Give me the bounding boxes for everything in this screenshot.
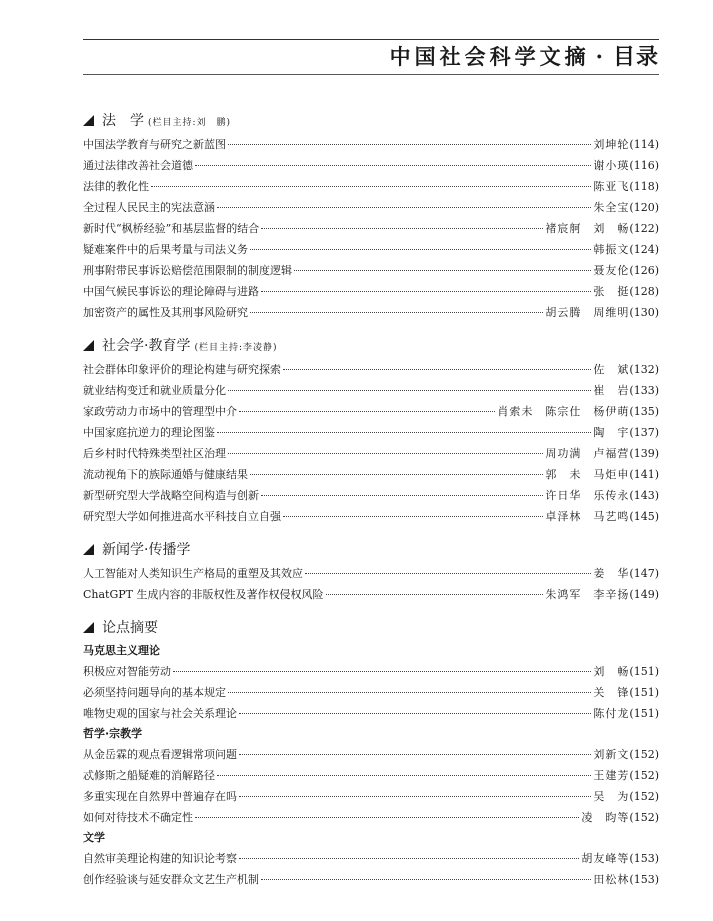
- toc-entry[interactable]: [83, 260, 659, 281]
- entry-author: 刘 畅: [593, 665, 630, 678]
- toc-section: [83, 323, 659, 527]
- entry-title: 全过程人民民主的宪法意涵: [83, 201, 215, 214]
- entry-author: 田松林: [593, 873, 630, 886]
- entry-title: 新型研究型大学战略空间构造与创新: [83, 489, 259, 502]
- entry-title: 创作经验谈与延安群众文艺生产机制: [83, 873, 259, 886]
- dot-leader: [305, 573, 591, 574]
- entry-author: 肖索未 陈宗仕 杨伊萌: [497, 405, 630, 418]
- dot-leader: [326, 594, 544, 595]
- dot-leader: [195, 817, 579, 818]
- entry-title: 唯物史观的国家与社会关系理论: [83, 707, 237, 720]
- entry-title: 加密资产的属性及其刑事风险研究: [83, 306, 248, 319]
- dot-leader: [250, 474, 543, 475]
- entry-title: 后乡村时代特殊类型社区治理: [83, 447, 226, 460]
- triangle-icon: [83, 115, 94, 126]
- toc-entry[interactable]: [83, 869, 659, 890]
- entry-title: 必须坚持问题导向的基本规定: [83, 686, 226, 699]
- dot-leader: [283, 369, 591, 370]
- entry-author: 王建芳: [593, 769, 630, 782]
- dot-leader: [151, 186, 591, 187]
- dot-leader: [261, 879, 591, 880]
- entry-author: 胡云腾 周维明: [545, 306, 630, 319]
- toc-entry[interactable]: [83, 506, 659, 527]
- entry-page: (145): [629, 510, 659, 523]
- toc-entry[interactable]: [83, 563, 659, 584]
- entry-page: (147): [629, 567, 659, 580]
- entry-page: (122): [629, 222, 659, 235]
- discipline-subheading: 文学: [83, 831, 105, 844]
- entry-title: 新时代“枫桥经验”和基层监督的结合: [83, 222, 260, 235]
- section-spacer: [83, 527, 659, 537]
- toc-entry[interactable]: [83, 155, 659, 176]
- dot-leader: [261, 228, 543, 229]
- entry-page: (152): [629, 748, 659, 761]
- dot-leader: [239, 754, 591, 755]
- entry-title: 疑难案件中的后果考量与司法义务: [83, 243, 248, 256]
- toc-entry[interactable]: [83, 422, 659, 443]
- entry-page: (132): [629, 363, 659, 376]
- section-editor-note: (栏目主持:李凌静): [194, 343, 278, 353]
- section-spacer: [83, 605, 659, 615]
- entry-title: ChatGPT 生成内容的非版权性及著作权侵权风险: [83, 588, 324, 601]
- dot-leader: [239, 858, 579, 859]
- entry-author: 聂友伦: [593, 264, 630, 277]
- header-rule: [83, 74, 659, 75]
- dot-leader: [217, 432, 591, 433]
- toc-entry[interactable]: [83, 401, 659, 422]
- entry-author: 佐 斌: [593, 363, 630, 376]
- entry-author: 朱鸿军 李辛扬: [545, 588, 630, 601]
- entry-title: 多重实现在自然界中普遍存在吗: [83, 790, 237, 803]
- section-title: 法 学: [102, 113, 144, 129]
- triangle-icon: [83, 340, 94, 351]
- entry-page: (139): [629, 447, 659, 460]
- entry-page: (152): [629, 811, 659, 824]
- header-dot: ·: [595, 44, 607, 69]
- entry-page: (135): [629, 405, 659, 418]
- entry-author: 张 挺: [593, 285, 630, 298]
- dot-leader: [228, 390, 591, 391]
- dot-leader: [239, 713, 591, 714]
- entry-author: 卓泽林 马艺鸣: [545, 510, 630, 523]
- toc-entry[interactable]: [83, 443, 659, 464]
- toc-entry[interactable]: [83, 464, 659, 485]
- entry-author: 朱全宝: [593, 201, 630, 214]
- dot-leader: [173, 671, 591, 672]
- header-subtitle: 目录: [612, 45, 659, 70]
- dot-leader: [239, 796, 591, 797]
- entry-title: 自然审美理论构建的知识论考察: [83, 852, 237, 865]
- entry-author: 谢小瑛: [593, 159, 630, 172]
- section-heading: [83, 333, 659, 359]
- entry-page: (137): [629, 426, 659, 439]
- entry-author: 陶 宇: [593, 426, 630, 439]
- section-title: 新闻学·传播学: [102, 542, 191, 558]
- section-title: 社会学·教育学: [102, 338, 191, 354]
- section-title: 论点摘要: [102, 620, 158, 636]
- toc-entry[interactable]: [83, 380, 659, 401]
- dot-leader: [294, 270, 591, 271]
- entry-title: 通过法律改善社会道德: [83, 159, 193, 172]
- toc-entry[interactable]: [83, 281, 659, 302]
- entry-author: 褚宸舸 刘 畅: [545, 222, 630, 235]
- entry-author: 许日华 乐传永: [545, 489, 630, 502]
- toc-entry[interactable]: [83, 848, 659, 869]
- entry-page: (151): [629, 686, 659, 699]
- entry-title: 中国气候民事诉讼的理论障碍与进路: [83, 285, 259, 298]
- section-spacer: [83, 323, 659, 333]
- entry-title: 从金岳霖的观点看逻辑常项问题: [83, 748, 237, 761]
- page-header: [390, 40, 659, 71]
- dot-leader: [239, 411, 495, 412]
- entry-page: (153): [629, 852, 659, 865]
- entry-page: (128): [629, 285, 659, 298]
- discipline-subheading: 哲学·宗教学: [83, 727, 143, 740]
- entry-page: (152): [629, 769, 659, 782]
- toc-entry[interactable]: [83, 744, 659, 765]
- entry-page: (143): [629, 489, 659, 502]
- discipline-subheading: 马克思主义理论: [83, 644, 160, 657]
- entry-page: (151): [629, 707, 659, 720]
- dot-leader: [250, 249, 591, 250]
- toc-entry[interactable]: [83, 302, 659, 323]
- triangle-icon: [83, 544, 94, 555]
- entry-title: 中国家庭抗逆力的理论图鉴: [83, 426, 215, 439]
- dot-leader: [250, 312, 543, 313]
- entry-title: 如何对待技术不确定性: [83, 811, 193, 824]
- toc-entry[interactable]: [83, 703, 659, 724]
- dot-leader: [261, 495, 543, 496]
- toc-entry[interactable]: [83, 584, 659, 605]
- entry-author: 陈亚飞: [593, 180, 630, 193]
- section-editor-note: (栏目主持:刘 鹏): [148, 118, 232, 128]
- entry-author: 郭 未 马炬申: [545, 468, 630, 481]
- dot-leader: [283, 516, 543, 517]
- toc-entry[interactable]: [83, 485, 659, 506]
- toc-entry[interactable]: [83, 218, 659, 239]
- dot-leader: [228, 453, 543, 454]
- toc-section: [83, 605, 659, 890]
- entry-author: 刘新文: [593, 748, 630, 761]
- section-heading: [83, 615, 659, 641]
- toc-content: [83, 108, 659, 890]
- toc-entry[interactable]: [83, 134, 659, 155]
- entry-title: 研究型大学如何推进高水平科技自立自强: [83, 510, 281, 523]
- entry-page: (151): [629, 665, 659, 678]
- entry-page: (133): [629, 384, 659, 397]
- dot-leader: [217, 207, 591, 208]
- entry-author: 周功满 卢福营: [545, 447, 630, 460]
- entry-author: 凌 昀等: [581, 811, 630, 824]
- entry-title: 社会群体印象评价的理论构建与研究探索: [83, 363, 281, 376]
- entry-page: (114): [629, 138, 659, 151]
- triangle-icon: [83, 622, 94, 633]
- entry-page: (152): [629, 790, 659, 803]
- entry-author: 胡友峰等: [581, 852, 630, 865]
- dot-leader: [217, 775, 591, 776]
- entry-title: 法律的教化性: [83, 180, 149, 193]
- entry-page: (116): [629, 159, 659, 172]
- entry-author: 陈付龙: [593, 707, 630, 720]
- toc-entry[interactable]: [83, 807, 659, 828]
- entry-title: 刑事附带民事诉讼赔偿范围限制的制度逻辑: [83, 264, 292, 277]
- entry-title: 就业结构变迁和就业质量分化: [83, 384, 226, 397]
- entry-author: 韩振文: [593, 243, 630, 256]
- dot-leader: [261, 291, 591, 292]
- entry-page: (120): [629, 201, 659, 214]
- toc-entry[interactable]: [83, 765, 659, 786]
- entry-author: 吴 为: [593, 790, 630, 803]
- entry-title: 流动视角下的族际通婚与健康结果: [83, 468, 248, 481]
- journal-title: 中国社会科学文摘: [389, 44, 590, 69]
- entry-page: (153): [629, 873, 659, 886]
- toc-entry[interactable]: [83, 359, 659, 380]
- entry-title: 中国法学教育与研究之新蓝图: [83, 138, 226, 151]
- toc-entry[interactable]: [83, 786, 659, 807]
- toc-entry[interactable]: [83, 197, 659, 218]
- toc-section: [83, 527, 659, 605]
- entry-page: (126): [629, 264, 659, 277]
- entry-title: 家政劳动力市场中的管理型中介: [83, 405, 237, 418]
- entry-author: 关 锋: [593, 686, 630, 699]
- entry-author: 刘坤轮: [593, 138, 630, 151]
- entry-page: (124): [629, 243, 659, 256]
- entry-title: 忒修斯之船疑难的消解路径: [83, 769, 215, 782]
- entry-page: (118): [629, 180, 659, 193]
- entry-page: (141): [629, 468, 659, 481]
- toc-section: [83, 108, 659, 323]
- section-heading: [83, 537, 659, 563]
- toc-entry[interactable]: [83, 239, 659, 260]
- entry-author: 崔 岩: [593, 384, 630, 397]
- entry-page: (149): [629, 588, 659, 601]
- toc-entry[interactable]: [83, 176, 659, 197]
- dot-leader: [195, 165, 591, 166]
- dot-leader: [228, 692, 591, 693]
- toc-entry[interactable]: [83, 682, 659, 703]
- entry-page: (130): [629, 306, 659, 319]
- entry-title: 积极应对智能劳动: [83, 665, 171, 678]
- section-heading: [83, 108, 659, 134]
- entry-title: 人工智能对人类知识生产格局的重塑及其效应: [83, 567, 303, 580]
- dot-leader: [228, 144, 591, 145]
- entry-author: 姜 华: [593, 567, 630, 580]
- toc-entry[interactable]: [83, 661, 659, 682]
